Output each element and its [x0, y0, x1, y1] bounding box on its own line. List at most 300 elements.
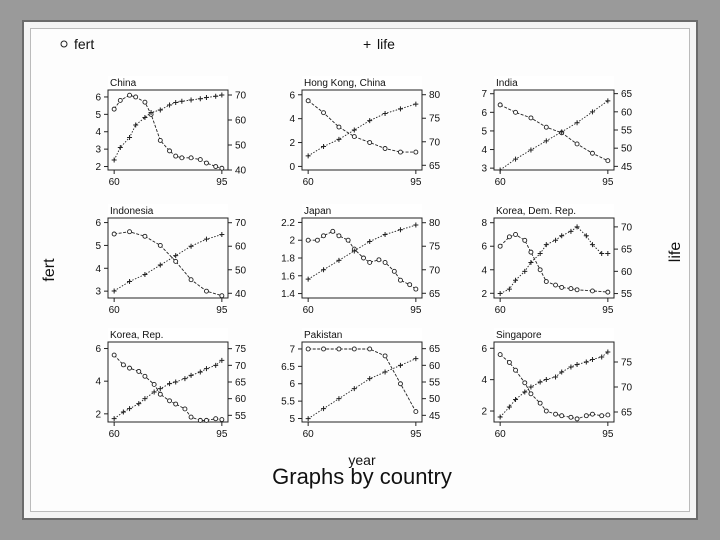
left-tick-label: 5.5 — [281, 396, 295, 408]
right-tick-label: 40 — [235, 288, 247, 300]
fert-point — [498, 103, 502, 107]
right-tick-label: 50 — [621, 143, 633, 155]
left-tick-label: 2.2 — [281, 217, 295, 229]
left-tick-label: 2 — [481, 288, 487, 300]
fert-point — [498, 244, 502, 248]
fert-point — [507, 235, 511, 239]
panel — [481, 204, 632, 316]
fert-point — [368, 347, 372, 351]
life-point — [367, 376, 372, 381]
fert-point — [174, 402, 178, 406]
right-tick-label: 55 — [235, 410, 247, 422]
panel-title: Korea, Rep. — [110, 330, 164, 341]
fert-point — [189, 156, 193, 160]
life-point — [544, 242, 549, 247]
series-line-life — [308, 359, 416, 419]
right-tick-label: 50 — [429, 394, 441, 406]
life-point — [413, 223, 418, 228]
fert-point — [554, 412, 558, 416]
fert-point — [560, 414, 564, 418]
fert-point — [523, 381, 527, 385]
panels — [95, 76, 632, 440]
life-point — [498, 168, 503, 173]
left-tick-label: 1.8 — [281, 253, 295, 265]
left-tick-label: 5 — [289, 414, 295, 426]
life-point — [383, 370, 388, 375]
fert-point — [368, 260, 372, 264]
panel-title: Indonesia — [110, 206, 154, 217]
panel-title: India — [496, 78, 518, 89]
life-point — [189, 373, 194, 378]
plot-box — [108, 90, 228, 170]
left-tick-label: 6 — [95, 92, 101, 104]
life-point — [522, 390, 527, 395]
right-tick-label: 65 — [429, 344, 441, 356]
panel-title: Japan — [304, 206, 332, 217]
fert-point — [337, 347, 341, 351]
life-point — [173, 253, 178, 258]
fert-point — [118, 98, 122, 102]
x-tick-label: 60 — [108, 429, 120, 440]
right-tick-label: 60 — [235, 241, 247, 253]
life-point — [204, 366, 209, 371]
life-point — [189, 244, 194, 249]
caption: Graphs by country — [272, 464, 452, 489]
fert-point — [514, 232, 518, 236]
x-tick-label: 60 — [108, 177, 120, 188]
series-line-fert — [114, 355, 222, 420]
right-tick-label: 55 — [429, 377, 441, 389]
fert-point — [538, 268, 542, 272]
life-point — [367, 239, 372, 244]
panel — [481, 328, 632, 440]
life-point — [133, 123, 138, 128]
series-line-fert — [308, 349, 416, 412]
life-point — [219, 93, 224, 98]
left-tick-label: 5 — [95, 109, 101, 121]
right-tick-label: 65 — [429, 160, 441, 172]
fert-point — [128, 93, 132, 97]
fert-point — [514, 368, 518, 372]
fert-point — [606, 159, 610, 163]
life-point — [112, 158, 117, 163]
legend — [61, 36, 395, 52]
right-tick-label: 45 — [621, 161, 633, 173]
fert-point — [121, 363, 125, 367]
left-tick-label: 2 — [481, 406, 487, 418]
fert-point — [168, 149, 172, 153]
life-point — [528, 385, 533, 390]
fert-point — [544, 409, 548, 413]
life-point — [413, 356, 418, 361]
fert-point — [174, 259, 178, 263]
fert-point — [337, 234, 341, 238]
fert-point — [174, 154, 178, 158]
left-tick-label: 6 — [481, 343, 487, 355]
left-tick-label: 3 — [95, 286, 101, 298]
fert-point — [529, 116, 533, 120]
left-tick-label: 4 — [481, 375, 487, 387]
fert-point — [112, 353, 116, 357]
left-tick-label: 2 — [289, 138, 295, 150]
series-line-fert — [114, 232, 222, 296]
right-tick-label: 60 — [429, 360, 441, 372]
fert-point — [590, 412, 594, 416]
life-point — [189, 98, 194, 103]
fert-point — [575, 417, 579, 421]
life-point — [599, 251, 604, 256]
fert-point — [590, 289, 594, 293]
fert-point — [152, 382, 156, 386]
left-tick-label: 6.5 — [281, 361, 295, 373]
left-tick-label: 6 — [289, 90, 295, 102]
x-tick-label: 60 — [108, 305, 120, 316]
right-tick-label: 65 — [429, 288, 441, 300]
life-point — [568, 365, 573, 370]
life-point — [575, 362, 580, 367]
fert-point — [377, 258, 381, 262]
life-point — [528, 148, 533, 153]
right-tick-label: 65 — [621, 244, 633, 256]
panel — [481, 76, 632, 188]
right-tick-label: 70 — [235, 90, 247, 102]
left-tick-label: 2 — [289, 235, 295, 247]
life-point — [182, 376, 187, 381]
fert-point — [180, 156, 184, 160]
right-tick-label: 65 — [621, 89, 633, 101]
x-tick-label: 95 — [410, 177, 422, 188]
fert-point — [414, 287, 418, 291]
panel — [95, 328, 246, 440]
right-tick-label: 75 — [429, 113, 441, 125]
right-tick-label: 70 — [429, 265, 441, 277]
left-tick-label: 6 — [95, 218, 101, 230]
fert-point — [198, 418, 202, 422]
fert-point — [569, 287, 573, 291]
fert-legend-marker — [61, 41, 67, 47]
life-point — [204, 237, 209, 242]
fert-point — [383, 260, 387, 264]
fert-point — [352, 347, 356, 351]
life-point — [605, 251, 610, 256]
series-line-fert — [500, 355, 608, 419]
panel — [95, 204, 246, 316]
right-tick-label: 60 — [621, 107, 633, 119]
fert-point — [214, 165, 218, 169]
life-point — [219, 232, 224, 237]
fert-point — [128, 230, 132, 234]
life-point — [198, 370, 203, 375]
x-tick-label: 60 — [494, 305, 506, 316]
right-tick-label: 60 — [235, 394, 247, 406]
life-point — [336, 396, 341, 401]
life-point — [544, 138, 549, 143]
series-line-life — [114, 235, 222, 291]
life-point — [367, 118, 372, 123]
fert-point — [606, 290, 610, 294]
fert-point — [554, 283, 558, 287]
left-tick-label: 3 — [95, 144, 101, 156]
life-point — [198, 96, 203, 101]
fert-point — [414, 150, 418, 154]
panel-title: Singapore — [496, 330, 542, 341]
fert-point — [337, 125, 341, 129]
fert-point — [575, 142, 579, 146]
fert-point — [204, 418, 208, 422]
x-tick-label: 60 — [494, 177, 506, 188]
plot-box — [108, 218, 228, 298]
plot-box — [494, 342, 614, 422]
fert-point — [128, 366, 132, 370]
left-tick-label: 6 — [481, 241, 487, 253]
x-tick-label: 95 — [602, 177, 614, 188]
fert-point — [204, 161, 208, 165]
life-point — [336, 137, 341, 142]
x-tick-label: 95 — [410, 429, 422, 440]
fert-point — [398, 150, 402, 154]
right-tick-label: 55 — [621, 289, 633, 301]
fert-point — [600, 414, 604, 418]
x-tick-label: 60 — [302, 177, 314, 188]
fert-point — [523, 238, 527, 242]
panel-title: Pakistan — [304, 330, 343, 341]
life-point — [498, 291, 503, 296]
left-tick-label: 6 — [481, 107, 487, 119]
life-point — [179, 99, 184, 104]
fert-point — [560, 285, 564, 289]
fert-point — [204, 289, 208, 293]
life-point — [568, 229, 573, 234]
fert-point — [189, 415, 193, 419]
right-tick-label: 80 — [429, 90, 441, 102]
fert-point — [590, 151, 594, 155]
x-axis-title: year — [348, 452, 376, 468]
left-axis-title: fert — [41, 258, 58, 282]
fert-point — [507, 360, 511, 364]
left-tick-label: 2 — [95, 162, 101, 174]
left-tick-label: 7 — [481, 89, 487, 101]
right-tick-label: 75 — [621, 357, 633, 369]
right-tick-label: 70 — [429, 137, 441, 149]
fert-point — [575, 288, 579, 292]
right-tick-label: 75 — [235, 344, 247, 356]
fert-point — [584, 414, 588, 418]
life-point — [167, 103, 172, 108]
fert-point — [220, 166, 224, 170]
life-point — [590, 357, 595, 362]
fert-point — [220, 294, 224, 298]
fert-point — [214, 417, 218, 421]
life-point — [352, 386, 357, 391]
fert-point — [392, 269, 396, 273]
life-point — [336, 258, 341, 263]
left-tick-label: 1.4 — [281, 289, 295, 301]
left-tick-label: 8 — [481, 218, 487, 230]
life-point — [575, 120, 580, 125]
life-point — [383, 232, 388, 237]
fert-legend-label: fert — [74, 36, 95, 52]
fert-point — [544, 125, 548, 129]
life-point — [127, 279, 132, 284]
fert-point — [134, 95, 138, 99]
life-point — [158, 108, 163, 113]
fert-point — [306, 238, 310, 242]
fert-point — [544, 280, 548, 284]
life-point — [321, 144, 326, 149]
left-tick-label: 4 — [481, 265, 487, 277]
left-tick-label: 4 — [289, 114, 295, 126]
right-tick-label: 75 — [429, 241, 441, 253]
fert-point — [183, 407, 187, 411]
x-tick-label: 95 — [216, 177, 228, 188]
panel-title: Korea, Dem. Rep. — [496, 206, 577, 217]
fert-point — [529, 250, 533, 254]
left-tick-label: 4 — [95, 376, 101, 388]
fert-point — [158, 138, 162, 142]
life-point — [352, 128, 357, 133]
fert-point — [398, 382, 402, 386]
plot-box — [302, 90, 422, 170]
panel — [95, 76, 246, 188]
panel — [281, 328, 440, 440]
life-point — [142, 272, 147, 277]
panel — [281, 204, 440, 316]
fert-point — [322, 111, 326, 115]
life-point — [383, 111, 388, 116]
x-tick-label: 60 — [302, 305, 314, 316]
life-point — [544, 377, 549, 382]
life-point — [213, 94, 218, 99]
x-tick-label: 95 — [602, 429, 614, 440]
panel — [289, 76, 440, 188]
fert-point — [362, 256, 366, 260]
fert-point — [322, 234, 326, 238]
fert-point — [538, 401, 542, 405]
life-legend-marker: + — [363, 36, 372, 52]
left-tick-label: 7 — [289, 344, 295, 356]
panel-title: Hong Kong, China — [304, 78, 386, 89]
fert-point — [158, 243, 162, 247]
life-point — [142, 115, 147, 120]
left-tick-label: 5 — [95, 240, 101, 252]
life-point — [398, 363, 403, 368]
fert-point — [529, 392, 533, 396]
fert-point — [368, 141, 372, 145]
right-tick-label: 60 — [621, 266, 633, 278]
x-tick-label: 95 — [216, 429, 228, 440]
left-tick-label: 4 — [95, 263, 101, 275]
right-axis-title: life — [667, 241, 684, 263]
life-point — [306, 416, 311, 421]
fert-point — [189, 278, 193, 282]
life-point — [321, 267, 326, 272]
right-tick-label: 80 — [429, 218, 441, 230]
life-point — [584, 360, 589, 365]
fert-point — [143, 374, 147, 378]
series-line-life — [500, 352, 608, 417]
life-point — [498, 415, 503, 420]
plot-box — [108, 342, 228, 422]
right-tick-label: 70 — [621, 222, 633, 234]
plot-box — [302, 342, 422, 422]
fert-point — [306, 347, 310, 351]
panel-title: China — [110, 78, 137, 89]
left-tick-label: 6 — [95, 344, 101, 356]
left-tick-label: 1.6 — [281, 271, 295, 283]
left-tick-label: 5 — [481, 126, 487, 138]
life-point — [204, 95, 209, 100]
right-tick-label: 45 — [429, 410, 441, 422]
left-tick-label: 6 — [289, 379, 295, 391]
fert-point — [158, 392, 162, 396]
life-point — [413, 102, 418, 107]
right-tick-label: 70 — [235, 360, 247, 372]
life-point — [513, 397, 518, 402]
fert-point — [408, 283, 412, 287]
life-point — [112, 416, 117, 421]
x-tick-label: 95 — [410, 305, 422, 316]
right-tick-label: 50 — [235, 265, 247, 277]
right-tick-label: 70 — [621, 382, 633, 394]
left-tick-label: 4 — [95, 127, 101, 139]
fert-point — [112, 232, 116, 236]
series-line-life — [308, 225, 416, 279]
fert-point — [514, 110, 518, 114]
left-tick-label: 3 — [481, 163, 487, 175]
fert-point — [383, 354, 387, 358]
right-tick-label: 40 — [235, 165, 247, 177]
life-point — [605, 98, 610, 103]
life-point — [398, 227, 403, 232]
life-point — [538, 380, 543, 385]
life-point — [559, 233, 564, 238]
fert-point — [315, 238, 319, 242]
fert-point — [220, 418, 224, 422]
life-point — [121, 410, 126, 415]
right-tick-label: 60 — [235, 115, 247, 127]
fert-point — [322, 347, 326, 351]
x-tick-label: 60 — [302, 429, 314, 440]
fert-point — [352, 135, 356, 139]
fert-point — [606, 413, 610, 417]
fert-point — [168, 399, 172, 403]
life-point — [173, 380, 178, 385]
x-tick-label: 95 — [602, 305, 614, 316]
life-point — [306, 277, 311, 282]
fert-point — [398, 278, 402, 282]
fert-point — [383, 147, 387, 151]
fert-point — [143, 234, 147, 238]
life-point — [112, 288, 117, 293]
life-point — [158, 386, 163, 391]
fert-point — [414, 410, 418, 414]
life-point — [398, 106, 403, 111]
x-tick-label: 60 — [494, 429, 506, 440]
left-tick-label: 0 — [289, 161, 295, 173]
life-legend-label: life — [377, 36, 395, 52]
life-point — [158, 263, 163, 268]
right-tick-label: 65 — [621, 407, 633, 419]
life-point — [306, 153, 311, 158]
fert-point — [498, 353, 502, 357]
fert-point — [137, 369, 141, 373]
life-point — [127, 406, 132, 411]
life-point — [321, 406, 326, 411]
right-tick-label: 55 — [621, 125, 633, 137]
life-point — [553, 238, 558, 243]
fert-point — [112, 107, 116, 111]
left-tick-label: 4 — [481, 145, 487, 157]
